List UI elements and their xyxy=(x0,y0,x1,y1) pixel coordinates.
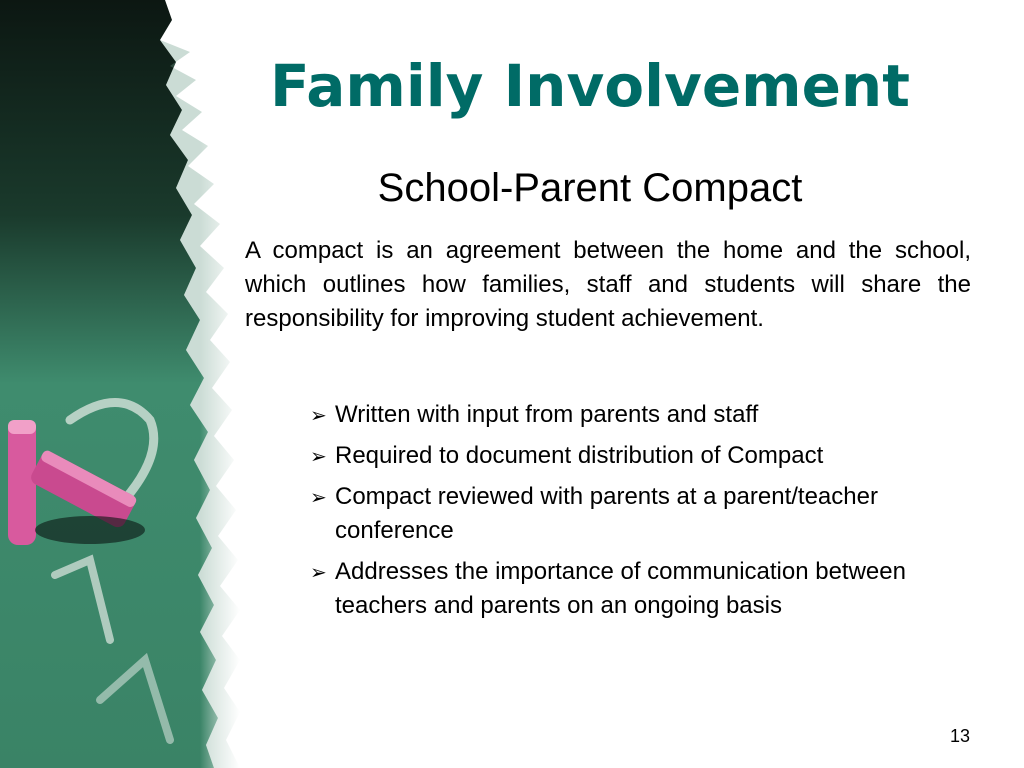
list-item xyxy=(310,555,930,623)
bullet-text: Compact reviewed with parents at a parent/teacher conference xyxy=(335,483,878,544)
page-number: 13 xyxy=(949,726,970,746)
list-item xyxy=(310,398,930,432)
arrow-bullet-icon: ➢ xyxy=(310,444,327,468)
list-item xyxy=(310,480,930,548)
bullet-text: Written with input from parents and staff xyxy=(335,401,759,428)
chalkboard-chalk-image xyxy=(0,0,240,768)
arrow-bullet-icon: ➢ xyxy=(310,560,327,584)
bullet-text: Addresses the importance of communication between teachers and parents on an ongoing basis xyxy=(335,558,906,619)
slide-subtitle: School-Parent Compact xyxy=(377,166,803,210)
list-item xyxy=(310,439,930,473)
slide-title: Family Involvement xyxy=(270,52,910,120)
bullet-list xyxy=(310,398,930,630)
bullet-text: Required to document distribution of Compact xyxy=(335,442,824,469)
compact-definition-paragraph: A compact is an agreement between the home and the school, which outlines how families, staff and students will share the responsibility for improving student achievement. xyxy=(245,237,971,332)
arrow-bullet-icon: ➢ xyxy=(310,485,327,509)
arrow-bullet-icon: ➢ xyxy=(310,403,327,427)
